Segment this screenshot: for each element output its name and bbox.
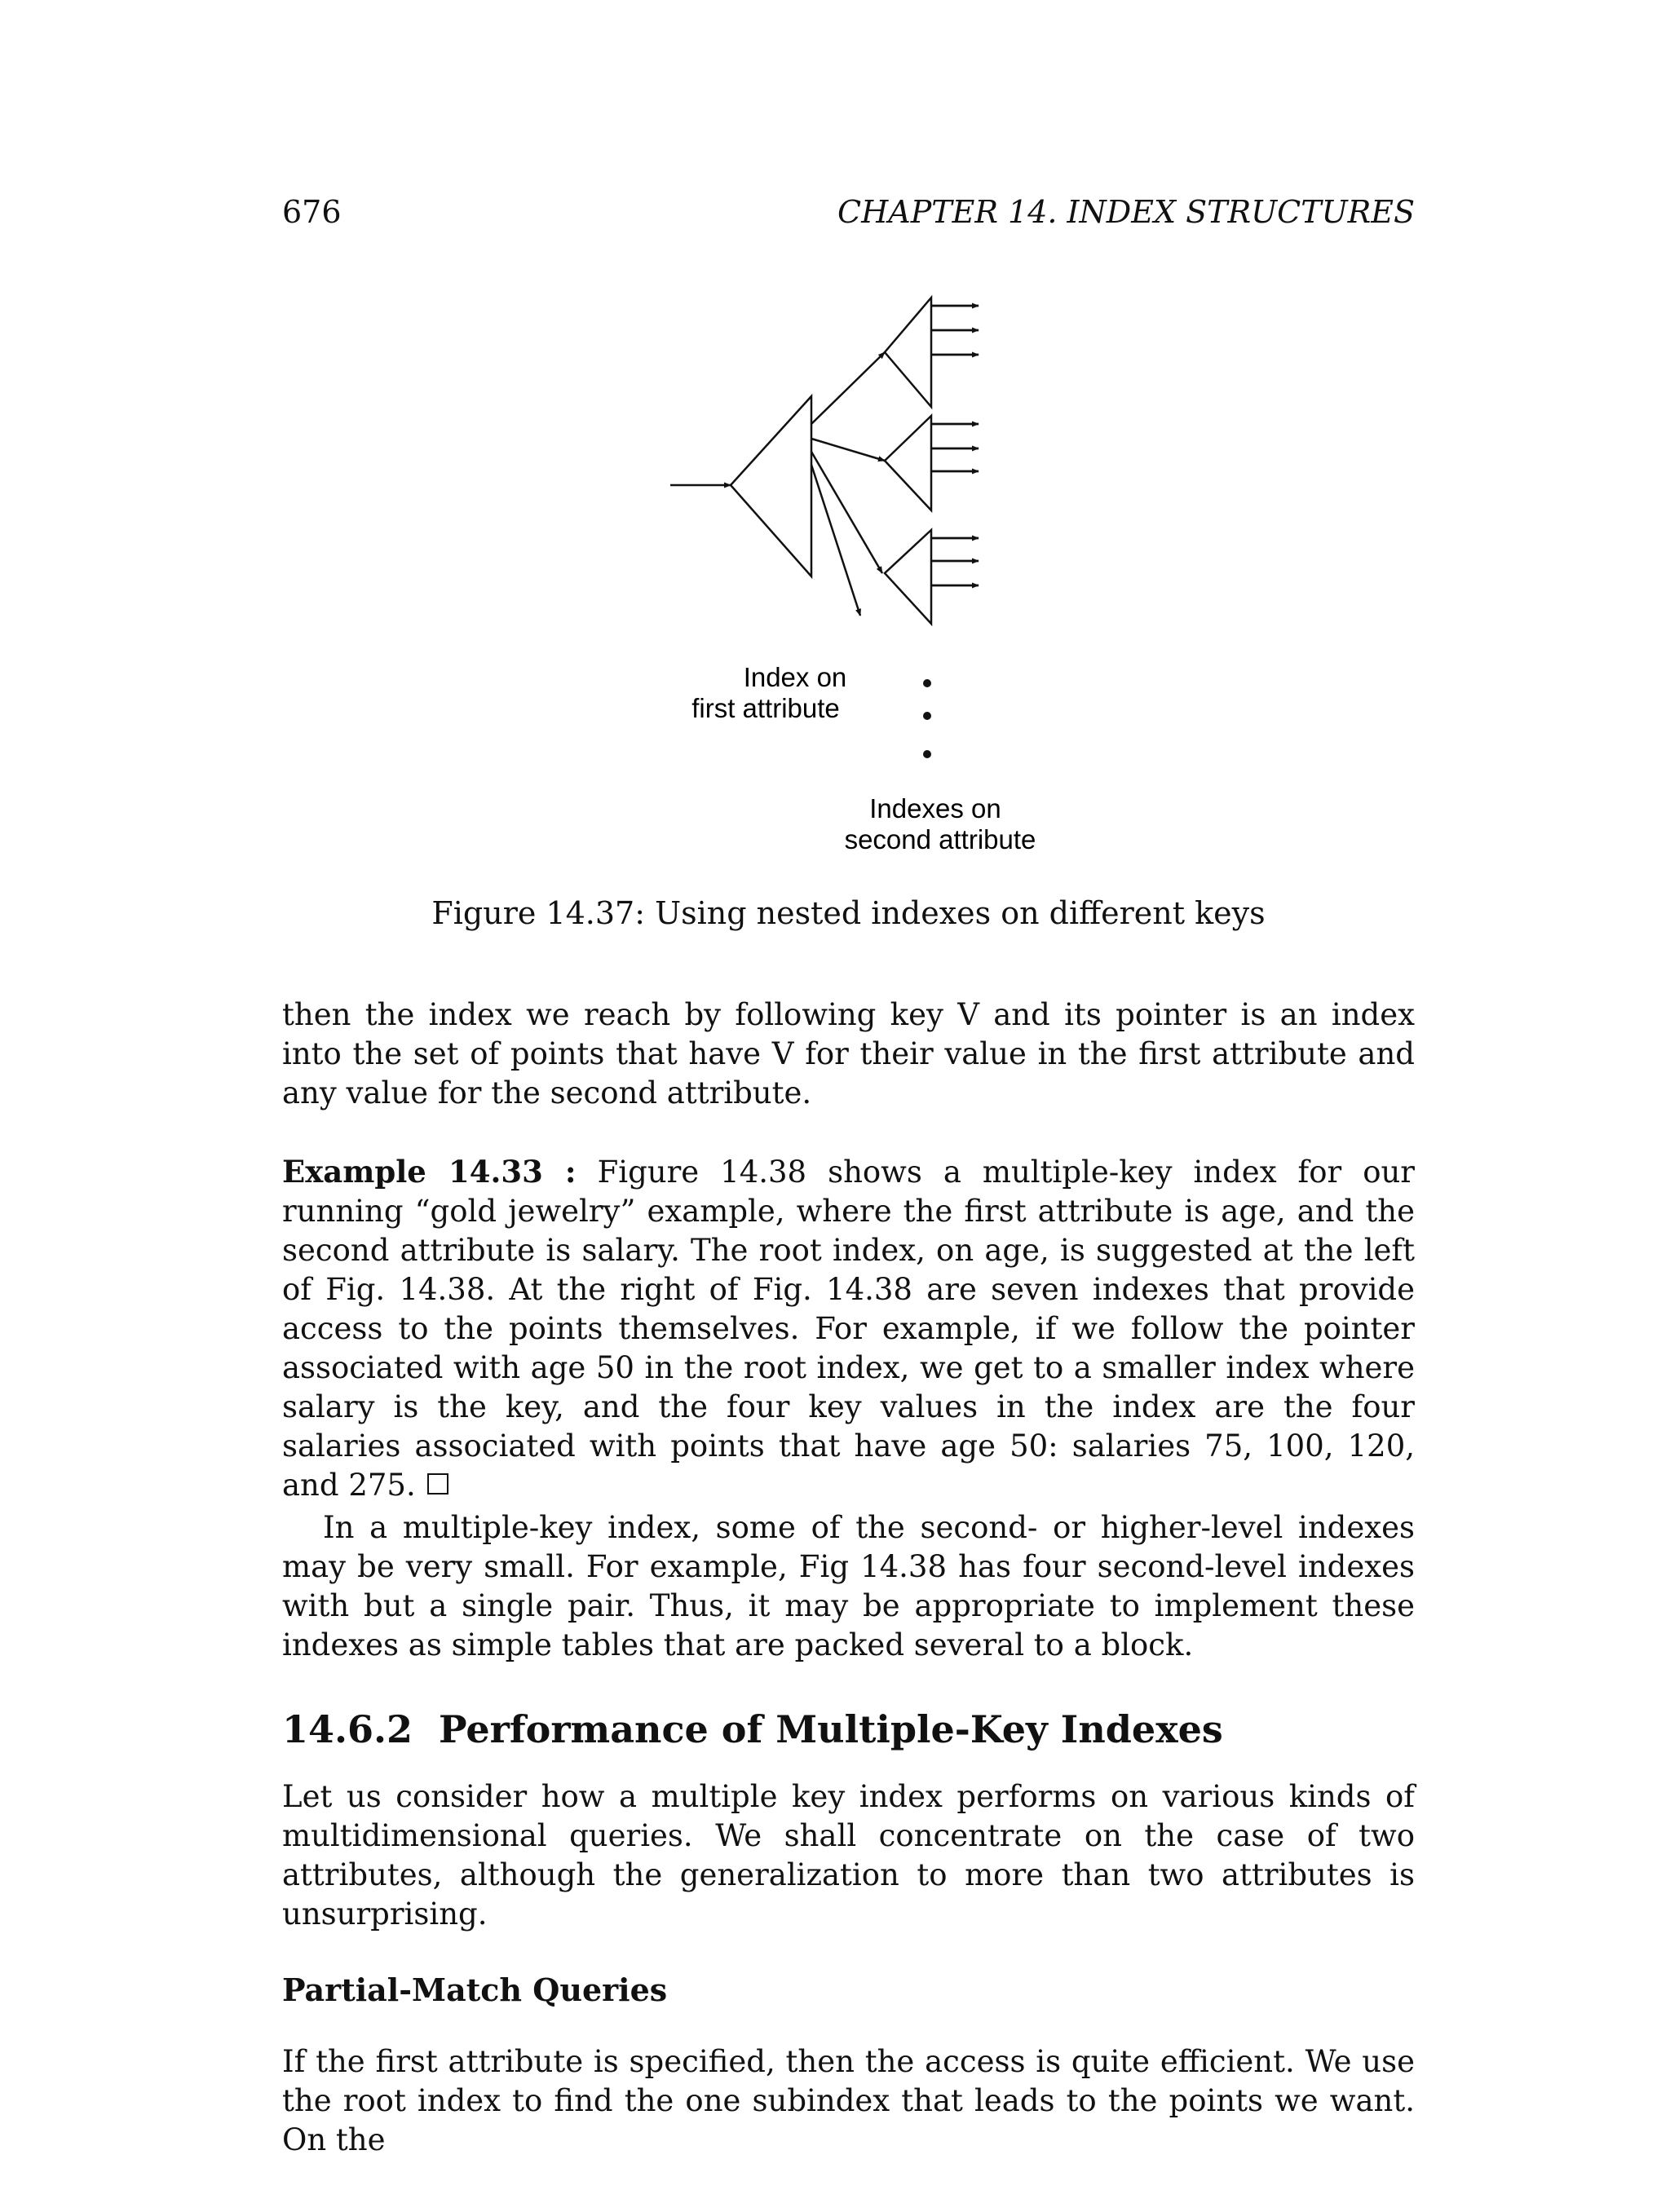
subsection-heading: Partial-Match Queries xyxy=(282,1971,668,2008)
root-index-triangle xyxy=(731,396,811,576)
label-first-line1: Index on xyxy=(743,662,847,692)
paragraph-5-text: If the first attribute is specified, then the access is quite efficient. We use the root index to find the one subindex that leads to the points we want. On the xyxy=(282,2044,1415,2157)
paragraph-3 xyxy=(282,1508,1415,1665)
section-title: Performance of Multiple-Key Indexes xyxy=(439,1707,1223,1751)
root-pointer-arrow-2 xyxy=(811,439,885,461)
example-paragraph xyxy=(282,1152,1415,1505)
section-heading xyxy=(282,1707,1223,1751)
qed-box-icon xyxy=(427,1473,448,1495)
root-pointer-arrow-4 xyxy=(811,465,860,616)
example-label: Example 14.33 : xyxy=(282,1154,577,1190)
paragraph-4 xyxy=(282,1777,1415,1934)
second-index-triangle-1 xyxy=(885,298,931,407)
continuation-dots xyxy=(923,679,931,758)
nested-index-diagram xyxy=(0,0,1670,897)
label-second-line2: second attribute xyxy=(844,824,1036,854)
second-index-triangle-2 xyxy=(885,416,931,510)
paragraph-5 xyxy=(282,2042,1415,2160)
root-pointer-arrow-1 xyxy=(811,352,885,424)
section-number: 14.6.2 xyxy=(282,1707,413,1751)
paragraph-4-text: Let us consider how a multiple key index performs on various kinds of multidimensional queries. We shall concentrate on the case of two attributes, although the generalization to more than two attributes is unsurprising. xyxy=(282,1779,1415,1932)
paragraph-3-text: In a multiple-key index, some of the second- or higher-level indexes may be very small. For example, Fig 14.38 has four second-level indexes with but a single pair. Thus, it may be appropriate to implement these indexes as simple tables that are packed several to a block. xyxy=(282,1510,1415,1662)
paragraph-1 xyxy=(282,996,1415,1113)
second-index-triangle-3 xyxy=(885,530,931,624)
chapter-title: CHAPTER 14. INDEX STRUCTURES xyxy=(837,194,1415,230)
example-text: Figure 14.38 shows a multiple-key index for our running “gold jewelry” example, where the first attribute is age, and the second attribute is salary. The root index, on age, is suggested at the left of Fig. 14.38. At the right of Fig. 14.38 are seven indexes that provide access to the points themselves. For example, if we follow the pointer associated with age 50 in the root index, we get to a smaller index where salary is the key, and the four key values in the index are the four salaries associated with points that have age 50: salaries 75, 100, 120, and 275. xyxy=(282,1155,1415,1503)
label-second-line1: Indexes on xyxy=(869,793,1001,823)
root-pointer-arrow-3 xyxy=(811,452,882,573)
label-first-line2: first attribute xyxy=(691,693,840,723)
page-number: 676 xyxy=(282,194,342,230)
figure-caption: Figure 14.37: Using nested indexes on different keys xyxy=(431,895,1266,931)
paragraph-1-text: then the index we reach by following key V and its pointer is an index into the set of points that have V for their value in the first attribute and any value for the second attribute. xyxy=(282,997,1415,1110)
